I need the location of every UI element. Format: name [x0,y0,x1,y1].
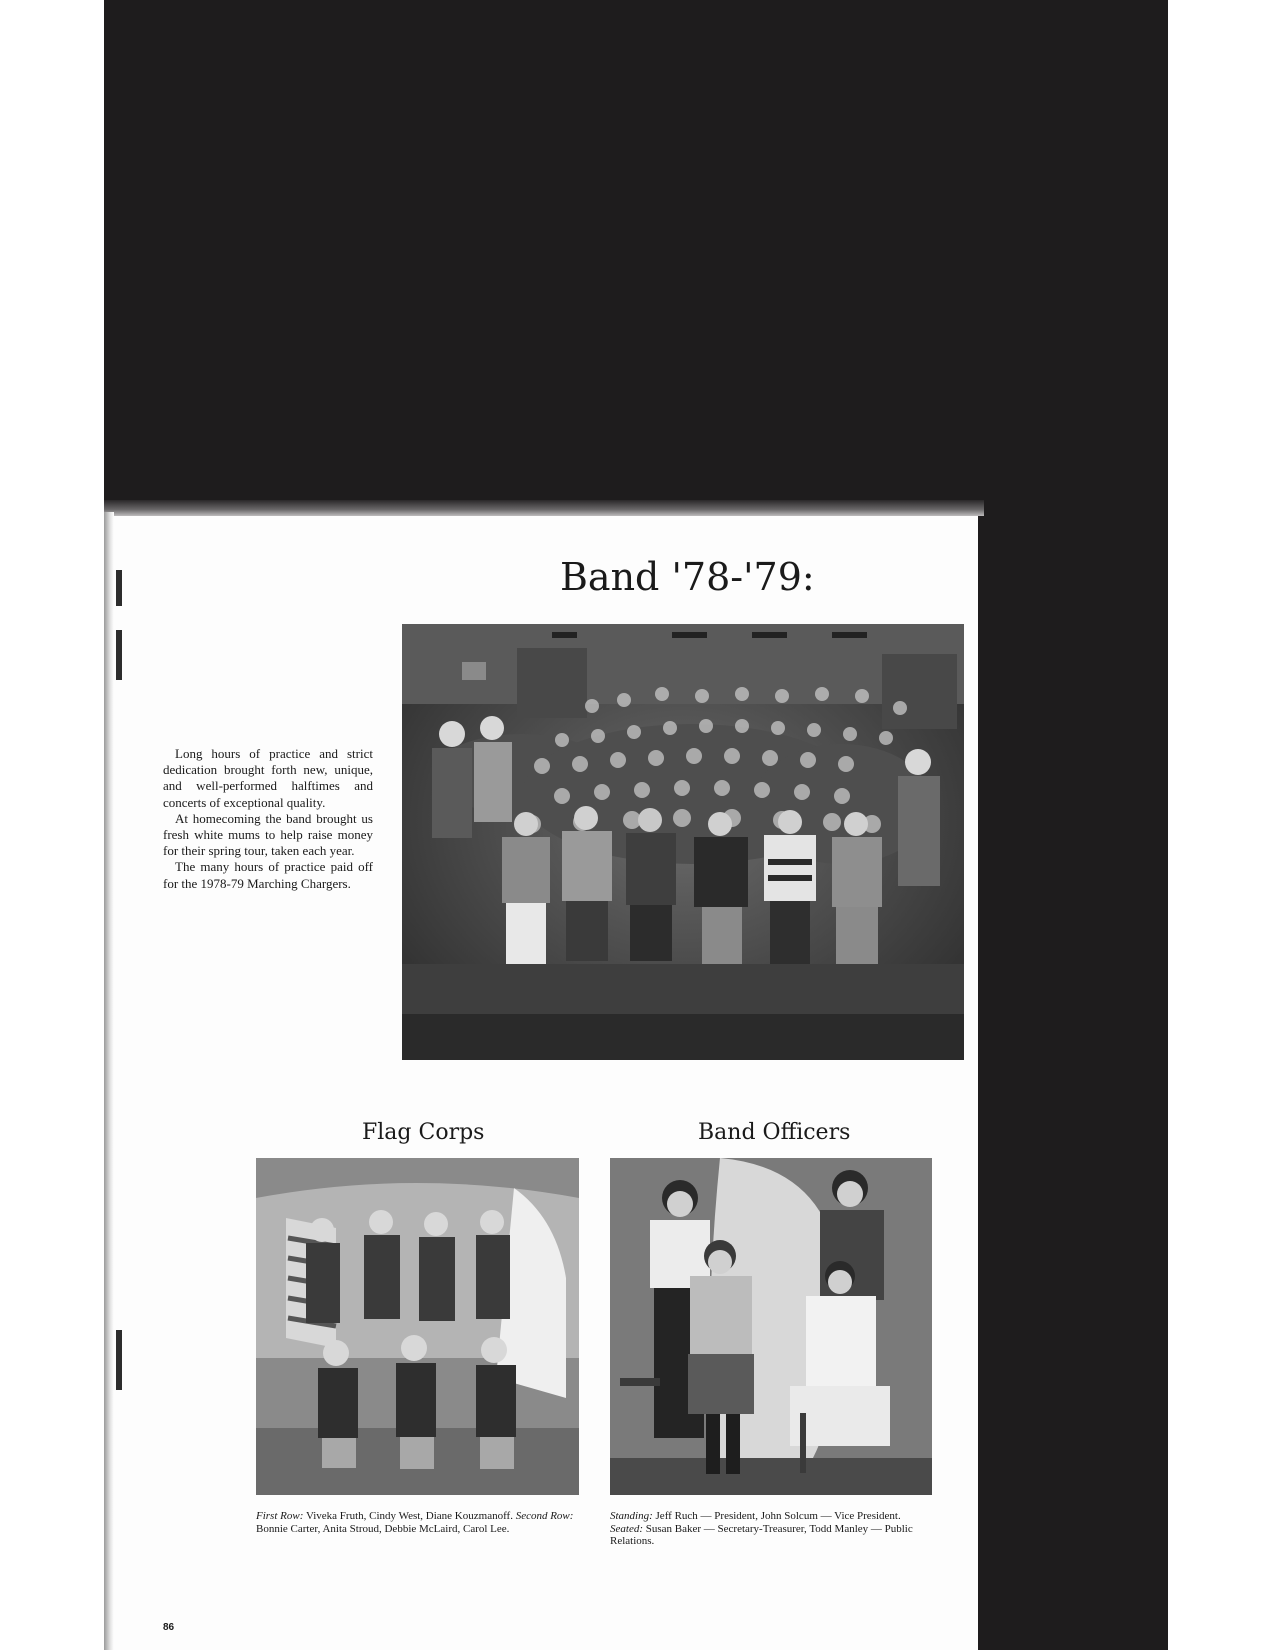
caption-names: Jeff Ruch — President, John Solcum — Vice President. [655,1510,901,1522]
flag-corps-heading: Flag Corps [362,1120,485,1145]
band-officers-heading: Band Officers [698,1120,851,1145]
caption-row-label: First Row: [256,1510,304,1522]
band-photo-image [402,624,964,1060]
intro-paragraph: The many hours of practice paid off for the 1978-79 Marching Chargers. [163,859,373,891]
scanner-background-right [978,512,1168,1650]
flag-corps-image [256,1158,579,1495]
page-top-edge [104,500,984,516]
caption-names: Viveka Fruth, Cindy West, Diane Kouzmanoff. [305,1510,513,1522]
binding-mark [116,1330,122,1390]
caption-row-label: Second Row: [515,1510,574,1522]
band-officers-photo [610,1158,932,1495]
flag-corps-caption [256,1510,584,1535]
page-left-edge [104,512,114,1650]
intro-text [163,746,373,892]
caption-names: Susan Baker — Secretary-Treasurer, Todd Manley — Public Relations. [610,1522,913,1547]
intro-paragraph: At homecoming the band brought us fresh white mums to help raise money for their spring tour, taken each year. [163,810,373,859]
flag-corps-photo [256,1158,579,1495]
page-number: 86 [163,1622,175,1633]
caption-row-label: Seated: [610,1522,643,1535]
scanner-background-top [104,0,1168,512]
caption-row-label: Standing: [610,1510,653,1522]
band-officers-caption [610,1510,935,1548]
intro-paragraph: Long hours of practice and strict dedication brought forth new, unique, and well-performed halftimes and concerts of exceptional quality. [163,746,373,810]
binding-mark [116,570,122,606]
binding-mark [116,630,122,680]
band-officers-image [610,1158,932,1495]
caption-names: Bonnie Carter, Anita Stroud, Debbie McLaird, Carol Lee. [256,1522,510,1535]
page-title: Band '78-'79: [560,555,815,599]
band-group-photo [402,624,964,1060]
